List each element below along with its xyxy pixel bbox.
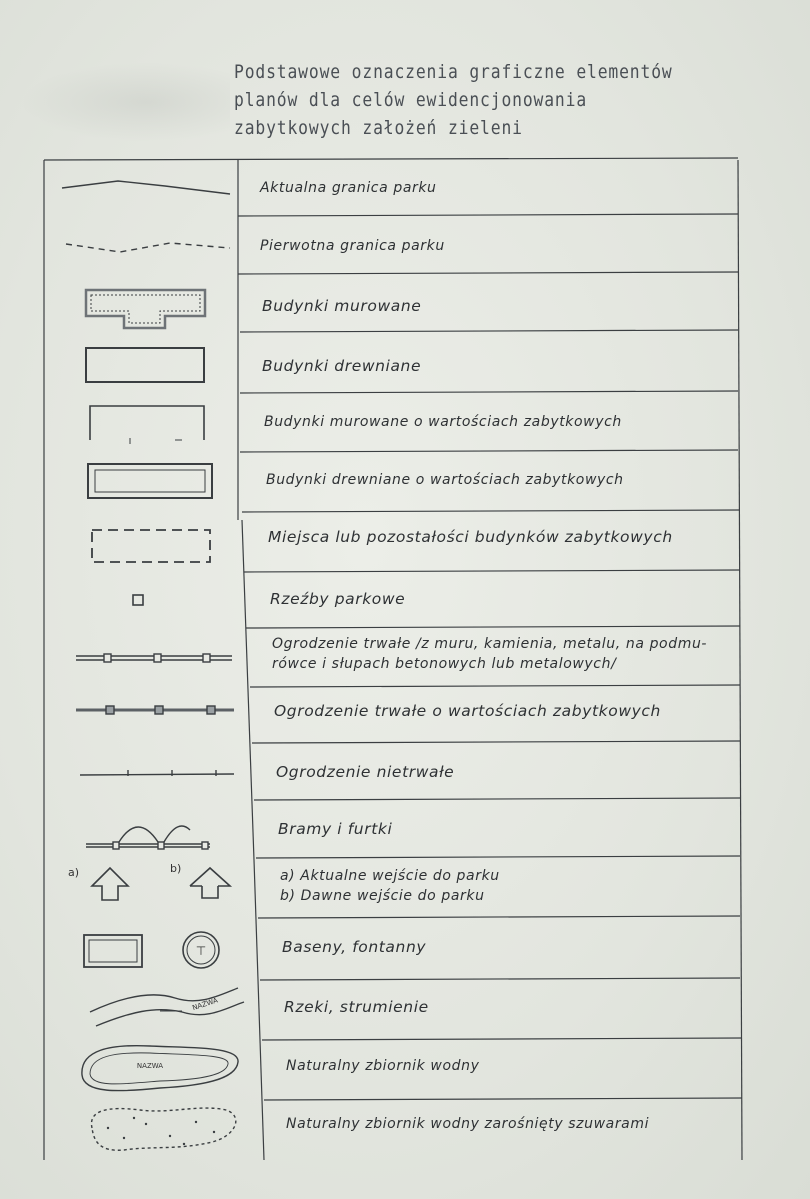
legend-label-entrances [280,866,500,906]
legend-label-brick-buildings: Budynki murowane [262,297,422,315]
title-line-1: Podstawowe oznaczenia graficzne elementów [234,61,673,83]
fountain-symbol [183,932,219,968]
pool-symbol [84,935,142,967]
title-line-3: zabytkowych założeń zieleni [234,117,523,139]
building-remains-symbol [92,530,210,562]
actual-boundary-symbol [62,181,230,194]
historic-wooden-building-symbol [88,464,212,498]
sculpture-symbol [133,595,143,605]
legend-label-permanent-fence-line-2: rówce i słupach betonowych lub metalowych/ [272,656,617,672]
river-symbol [90,988,244,1026]
entrance-tag-b: b) [170,862,182,875]
legend-label-overgrown-pond: Naturalny zbiornik wodny zarośnięty szuwarami [286,1116,650,1132]
original-boundary-symbol [66,243,230,252]
svg-text:⊤: ⊤ [195,944,207,958]
legend-label-historic-brick-buildings: Budynki murowane o wartościach zabytkowych [264,414,622,430]
legend-label-gates: Bramy i furtki [278,820,393,838]
pond-name-text: NAZWA [136,1062,164,1070]
permanent-fence-symbol [76,654,232,662]
legend-label-former-entrance: b) Dawne wejście do parku [280,888,485,904]
pond-symbol [82,1046,238,1091]
legend-label-pools-fountains: Baseny, fontanny [282,938,427,956]
legend-label-original-boundary: Pierwotna granica parku [260,238,445,254]
legend-label-permanent-fence [272,634,707,674]
legend-label-wooden-buildings: Budynki drewniane [262,357,422,375]
legend-label-actual-boundary: Aktualna granica parku [260,180,437,196]
overgrown-pond-symbol [91,1108,235,1150]
former-entrance-arrow-icon [190,868,230,898]
legend-label-building-remains: Miejsca lub pozostałości budynków zabytkowych [268,528,673,546]
legend-label-historic-wooden-buildings: Budynki drewniane o wartościach zabytkowych [266,472,624,488]
historic-brick-building-symbol [90,406,204,440]
legend-label-sculptures: Rzeźby parkowe [270,590,406,608]
legend-label-historic-fence: Ogrodzenie trwałe o wartościach zabytkowych [274,702,661,720]
river-name-text: NAZWA [191,996,219,1013]
legend-label-natural-pond: Naturalny zbiornik wodny [286,1058,480,1074]
gates-symbol [86,826,210,849]
entrance-tag-a: a) [68,866,80,879]
legend-label-rivers: Rzeki, strumienie [284,998,429,1016]
wooden-building-symbol [86,348,204,382]
current-entrance-arrow-icon [92,868,128,900]
historic-fence-symbol [76,706,234,714]
title-line-2: planów dla celów ewidencjonowania [234,89,588,111]
temporary-fence-symbol [80,770,234,776]
legend-label-current-entrance: a) Aktualne wejście do parku [280,868,500,884]
legend-label-temporary-fence: Ogrodzenie nietrwałe [276,763,455,781]
brick-building-symbol [86,290,205,328]
legend-label-permanent-fence-line-1: Ogrodzenie trwałe /z muru, kamienia, metalu, na podmu- [272,636,708,652]
